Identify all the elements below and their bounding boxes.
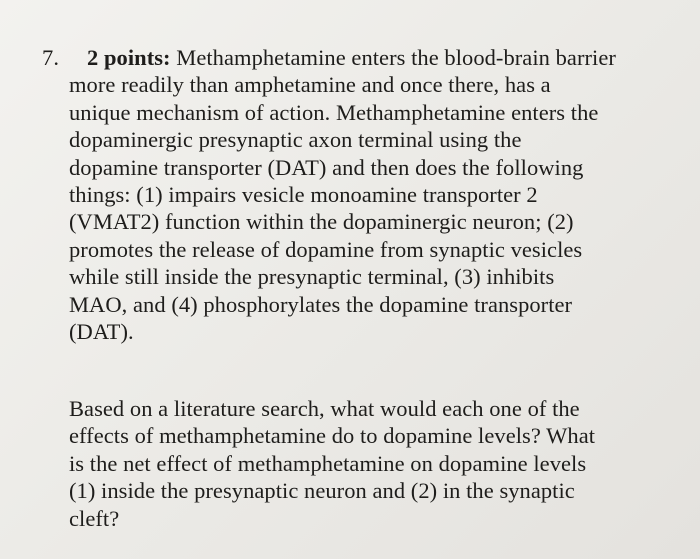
question-line: dopamine transporter (DAT) and then does the following <box>69 154 584 180</box>
question-line: unique mechanism of action. Methamphetamine enters the <box>69 99 599 125</box>
question-line <box>87 44 689 71</box>
question-line: promotes the release of dopamine from synaptic vesicles <box>69 236 583 262</box>
question-line: things: (1) impairs vesicle monoamine transporter 2 <box>69 182 538 208</box>
question-line: cleft? <box>69 505 120 531</box>
question-line: (1) inside the presynaptic neuron and (2) in the synaptic <box>69 478 575 504</box>
question-paragraph-2 <box>69 395 689 532</box>
question-line: more readily than amphetamine and once there, has a <box>69 72 551 98</box>
question-line: while still inside the presynaptic terminal, (3) inhibits <box>69 264 555 290</box>
question-line: effects of methamphetamine do to dopamine levels? What <box>69 423 596 449</box>
question-text: Methamphetamine enters the blood-brain barrier <box>170 45 616 70</box>
points-label: 2 points: <box>87 45 171 70</box>
question-paragraph-1 <box>69 44 689 345</box>
question-line: dopaminergic presynaptic axon terminal using the <box>69 127 522 153</box>
question-line: is the net effect of methamphetamine on dopamine levels <box>69 450 587 476</box>
question-number: 7. <box>42 45 60 70</box>
question-line: Based on a literature search, what would each one of the <box>69 396 580 421</box>
question-line: (DAT). <box>69 319 134 345</box>
question-line: MAO, and (4) phosphorylates the dopamine transporter <box>69 291 573 317</box>
question-line: (VMAT2) function within the dopaminergic neuron; (2) <box>69 209 574 235</box>
